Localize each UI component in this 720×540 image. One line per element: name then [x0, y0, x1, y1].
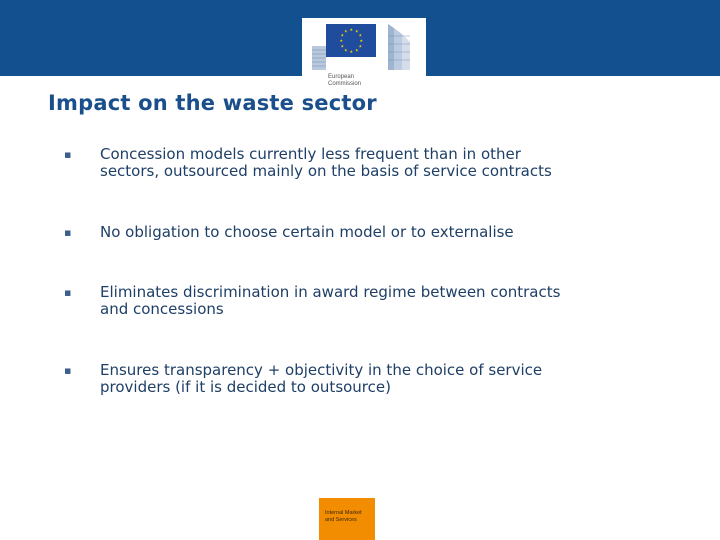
bullet-marker-icon: ▪: [64, 148, 72, 161]
svg-text:★: ★: [340, 43, 345, 49]
slide-title: Impact on the waste sector: [48, 91, 377, 115]
bullet-marker-icon: ▪: [64, 286, 72, 299]
bullet-marker-icon: ▪: [64, 226, 72, 239]
svg-text:★: ★: [349, 27, 354, 32]
bullet-line: providers (if it is decided to outsource): [100, 378, 391, 396]
svg-text:★: ★: [358, 43, 363, 49]
bullet-line: and concessions: [100, 300, 224, 318]
svg-text:★: ★: [340, 32, 345, 38]
internal-market-badge: [319, 498, 375, 540]
svg-text:★: ★: [359, 38, 364, 43]
svg-text:★: ★: [358, 32, 363, 38]
bullet-line: No obligation to choose certain model or to externalise: [100, 223, 514, 241]
bullet-text: [100, 284, 660, 318]
svg-text:★: ★: [344, 47, 348, 53]
bullet-line: Concession models currently less frequent than in other: [100, 145, 521, 163]
badge-line-2: and Services: [325, 516, 357, 523]
logo-line-1: European: [328, 74, 355, 80]
bullet-text: [100, 362, 660, 396]
bullet-line: Eliminates discrimination in award regime between contracts: [100, 283, 561, 301]
bullet-marker-icon: ▪: [64, 364, 72, 377]
bullet-line: sectors, outsourced mainly on the basis of service contracts: [100, 162, 552, 180]
svg-text:★: ★: [349, 49, 354, 54]
badge-line-1: Internal Market: [325, 510, 362, 516]
badge-caption: [325, 510, 362, 523]
bullet-text: [100, 224, 660, 241]
bullet-line: Ensures transparency + objectivity in the choice of service: [100, 361, 543, 379]
svg-text:★: ★: [344, 28, 348, 34]
svg-text:★: ★: [339, 38, 344, 43]
logo-line-2: Commission: [328, 81, 362, 87]
bullet-text: [100, 146, 660, 180]
svg-text:★: ★: [355, 47, 359, 53]
svg-text:★: ★: [355, 28, 359, 34]
